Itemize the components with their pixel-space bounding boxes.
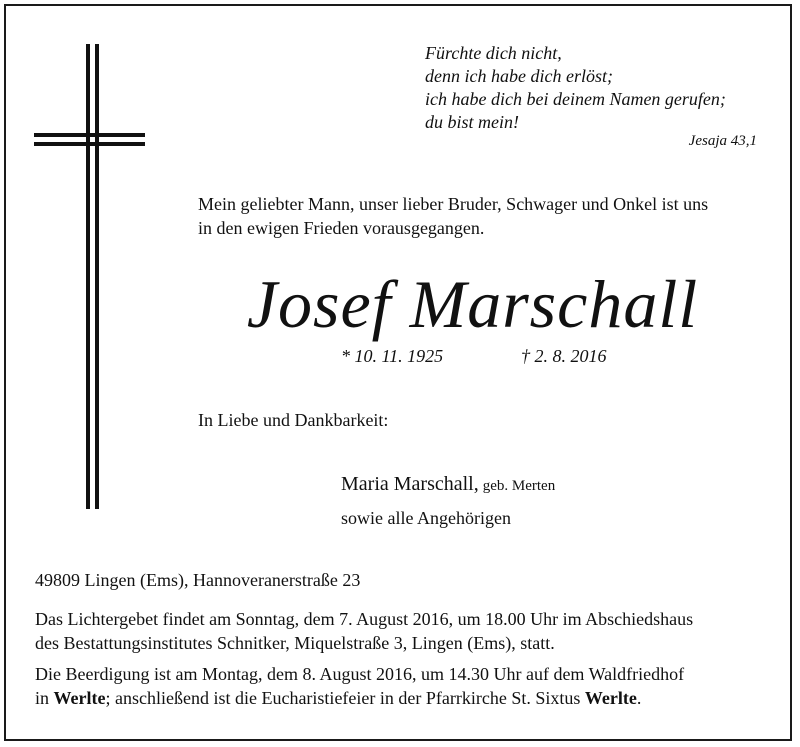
funeral-line: Die Beerdigung ist am Montag, dem 8. August 2016, um 14.30 Uhr auf dem Waldfriedhof [35, 664, 685, 684]
cross-horizontal-bar-bottom [34, 142, 145, 146]
signer-name: Maria Marschall, [341, 473, 479, 495]
intro-line: in den ewigen Frieden vorausgegangen. [198, 218, 485, 238]
family-address: 49809 Lingen (Ems), Hannoveranerstraße 23 [35, 570, 361, 590]
funeral-text: . [636, 688, 642, 708]
birth-date: * 10. 11. 1925 [341, 346, 444, 366]
signer-maiden-name: geb. Merten [482, 478, 556, 494]
prayer-line: Das Lichtergebet findet am Sonntag, dem 7. August 2016, um 18.00 Uhr im Abschiedshaus [35, 609, 694, 629]
prayer-info [35, 607, 693, 655]
church-place: Werlte [584, 688, 637, 708]
deceased-name: Josef Marschall [246, 266, 699, 342]
bible-verse [425, 42, 726, 134]
intro-text [198, 192, 708, 240]
verse-source: Jesaja 43,1 [688, 133, 757, 149]
cross-horizontal-bar-top [34, 133, 145, 137]
intro-line: Mein geliebter Mann, unser lieber Bruder, Schwager und Onkel ist uns [198, 194, 709, 214]
verse-line: Fürchte dich nicht, [425, 43, 562, 63]
verse-line: denn ich habe dich erlöst; [425, 66, 613, 86]
signers-block [341, 468, 555, 536]
verse-line: du bist mein! [425, 112, 519, 132]
funeral-text: in [35, 688, 54, 708]
prayer-line: des Bestattungsinstitutes Schnitker, Miquelstraße 3, Lingen (Ems), statt. [35, 633, 555, 653]
funeral-text: ; anschließend ist die Eucharistiefeier in der Pfarrkirche St. Sixtus [105, 688, 585, 708]
funeral-info [35, 662, 684, 710]
dedication-line: In Liebe und Dankbarkeit: [198, 410, 389, 430]
verse-line: ich habe dich bei deinem Namen gerufen; [425, 89, 726, 109]
funeral-place: Werlte [53, 688, 106, 708]
funeral-line [35, 686, 684, 710]
signer-relatives: sowie alle Angehörigen [341, 508, 511, 528]
death-date: † 2. 8. 2016 [521, 346, 607, 366]
